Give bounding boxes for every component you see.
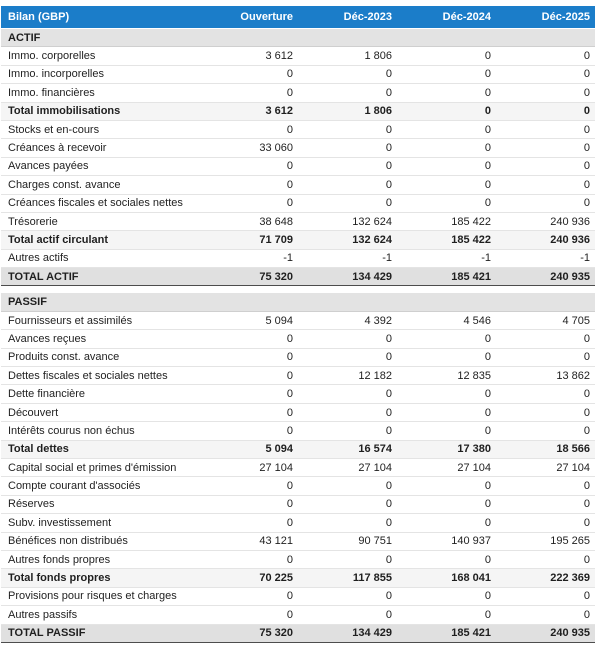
table-row — [1, 403, 595, 421]
cell-value: 0 — [199, 194, 298, 212]
cell-value: -1 — [496, 249, 595, 267]
cell-value: 0 — [298, 495, 397, 513]
cell-value: 0 — [496, 194, 595, 212]
row-label: Stocks et en-cours — [1, 120, 199, 138]
table-row — [1, 120, 595, 138]
cell-value — [397, 293, 496, 311]
cell-value: 240 935 — [496, 624, 595, 642]
cell-value: 0 — [199, 176, 298, 194]
cell-value: 27 104 — [397, 458, 496, 476]
cell-value: 0 — [397, 348, 496, 366]
cell-value: 0 — [298, 139, 397, 157]
table-body — [1, 29, 595, 643]
cell-value: 0 — [199, 348, 298, 366]
table-row — [1, 29, 595, 47]
table-row — [1, 569, 595, 587]
cell-value: 75 320 — [199, 624, 298, 642]
cell-value: 0 — [298, 422, 397, 440]
row-label: Créances fiscales et sociales nettes — [1, 194, 199, 212]
cell-value: 0 — [397, 550, 496, 568]
row-label: Intérêts courus non échus — [1, 422, 199, 440]
row-label: TOTAL ACTIF — [1, 268, 199, 286]
cell-value: 0 — [298, 157, 397, 175]
cell-value: 0 — [298, 550, 397, 568]
cell-value: 0 — [496, 84, 595, 102]
row-label: Découvert — [1, 403, 199, 421]
cell-value: 0 — [397, 194, 496, 212]
table-row — [1, 422, 595, 440]
cell-value: 0 — [199, 84, 298, 102]
table-row — [1, 550, 595, 568]
cell-value: 0 — [199, 403, 298, 421]
cell-value: 0 — [199, 385, 298, 403]
table-row — [1, 587, 595, 605]
cell-value: 12 835 — [397, 367, 496, 385]
row-label: Total dettes — [1, 440, 199, 458]
cell-value: 222 369 — [496, 569, 595, 587]
table-row — [1, 458, 595, 476]
row-label: Autres fonds propres — [1, 550, 199, 568]
cell-value: 0 — [496, 495, 595, 513]
row-label: Créances à recevoir — [1, 139, 199, 157]
cell-value: 0 — [199, 587, 298, 605]
row-label: Immo. financières — [1, 84, 199, 102]
cell-value: 0 — [298, 514, 397, 532]
cell-value: 0 — [496, 550, 595, 568]
cell-value: 0 — [496, 403, 595, 421]
table-header-row — [1, 6, 595, 29]
cell-value: 132 624 — [298, 231, 397, 249]
cell-value: 5 094 — [199, 440, 298, 458]
column-header-dec-2024: Déc-2024 — [397, 6, 496, 29]
cell-value: 0 — [496, 587, 595, 605]
cell-value: 16 574 — [298, 440, 397, 458]
table-row — [1, 385, 595, 403]
column-header-dec-2023: Déc-2023 — [298, 6, 397, 29]
cell-value: 0 — [298, 176, 397, 194]
row-label: Total actif circulant — [1, 231, 199, 249]
table-row — [1, 311, 595, 329]
table-row — [1, 293, 595, 311]
table-row — [1, 139, 595, 157]
cell-value: 0 — [496, 176, 595, 194]
spacer-cell — [1, 286, 595, 294]
table-row — [1, 514, 595, 532]
row-label: Autres passifs — [1, 606, 199, 624]
table-row — [1, 249, 595, 267]
cell-value: 195 265 — [496, 532, 595, 550]
table-row — [1, 495, 595, 513]
cell-value: 43 121 — [199, 532, 298, 550]
cell-value: 5 094 — [199, 311, 298, 329]
row-label: Réserves — [1, 495, 199, 513]
table-row — [1, 330, 595, 348]
column-header-dec-2025: Déc-2025 — [496, 6, 595, 29]
cell-value: 140 937 — [397, 532, 496, 550]
cell-value: 0 — [298, 477, 397, 495]
cell-value: 4 546 — [397, 311, 496, 329]
cell-value: 117 855 — [298, 569, 397, 587]
cell-value: 27 104 — [199, 458, 298, 476]
row-label: Produits const. avance — [1, 348, 199, 366]
cell-value: 0 — [397, 84, 496, 102]
cell-value: -1 — [199, 249, 298, 267]
cell-value: 90 751 — [298, 532, 397, 550]
cell-value: 0 — [397, 606, 496, 624]
cell-value: 0 — [199, 550, 298, 568]
cell-value: 0 — [298, 403, 397, 421]
row-label: Dette financière — [1, 385, 199, 403]
cell-value: 0 — [298, 330, 397, 348]
cell-value: 0 — [397, 514, 496, 532]
cell-value: 75 320 — [199, 268, 298, 286]
row-label: Provisions pour risques et charges — [1, 587, 199, 605]
cell-value: 0 — [397, 587, 496, 605]
cell-value: 71 709 — [199, 231, 298, 249]
cell-value: 0 — [298, 65, 397, 83]
row-label: Capital social et primes d'émission — [1, 458, 199, 476]
cell-value: 0 — [298, 348, 397, 366]
cell-value: 38 648 — [199, 212, 298, 230]
cell-value: 0 — [496, 330, 595, 348]
cell-value: 168 041 — [397, 569, 496, 587]
cell-value: 0 — [496, 120, 595, 138]
cell-value: 0 — [496, 102, 595, 120]
cell-value: 0 — [397, 120, 496, 138]
table-row — [1, 212, 595, 230]
table-row — [1, 157, 595, 175]
row-label: Total fonds propres — [1, 569, 199, 587]
cell-value: 1 806 — [298, 102, 397, 120]
table-row — [1, 268, 595, 286]
cell-value: -1 — [397, 249, 496, 267]
cell-value: 0 — [199, 65, 298, 83]
row-label: Immo. corporelles — [1, 47, 199, 65]
table-row — [1, 624, 595, 642]
cell-value: 0 — [199, 495, 298, 513]
row-label: Immo. incorporelles — [1, 65, 199, 83]
cell-value: 0 — [199, 367, 298, 385]
table-row — [1, 440, 595, 458]
cell-value: 27 104 — [298, 458, 397, 476]
cell-value: 33 060 — [199, 139, 298, 157]
cell-value: 185 422 — [397, 231, 496, 249]
cell-value: 0 — [397, 176, 496, 194]
cell-value: 0 — [298, 606, 397, 624]
row-label: Avances payées — [1, 157, 199, 175]
cell-value: 0 — [199, 120, 298, 138]
cell-value: 240 936 — [496, 231, 595, 249]
cell-value: 240 936 — [496, 212, 595, 230]
cell-value: 0 — [397, 385, 496, 403]
cell-value: 0 — [397, 403, 496, 421]
cell-value: 4 705 — [496, 311, 595, 329]
row-label: Charges const. avance — [1, 176, 199, 194]
cell-value: 0 — [199, 157, 298, 175]
row-label: Fournisseurs et assimilés — [1, 311, 199, 329]
cell-value: 0 — [199, 422, 298, 440]
cell-value — [397, 29, 496, 47]
row-label: Autres actifs — [1, 249, 199, 267]
cell-value: 0 — [298, 587, 397, 605]
table-row — [1, 367, 595, 385]
cell-value: 3 612 — [199, 102, 298, 120]
table-row — [1, 65, 595, 83]
cell-value: 0 — [199, 330, 298, 348]
cell-value: 0 — [496, 65, 595, 83]
table-row — [1, 231, 595, 249]
table-row — [1, 606, 595, 624]
table-row — [1, 47, 595, 65]
cell-value: 0 — [397, 157, 496, 175]
cell-value: 0 — [397, 330, 496, 348]
cell-value: 0 — [397, 47, 496, 65]
table-row — [1, 477, 595, 495]
cell-value: 0 — [496, 348, 595, 366]
cell-value: 18 566 — [496, 440, 595, 458]
row-label: Compte courant d'associés — [1, 477, 199, 495]
cell-value: 0 — [496, 385, 595, 403]
cell-value: 134 429 — [298, 268, 397, 286]
cell-value: 13 862 — [496, 367, 595, 385]
cell-value: 0 — [397, 477, 496, 495]
row-label: Trésorerie — [1, 212, 199, 230]
cell-value: 27 104 — [496, 458, 595, 476]
cell-value: 0 — [298, 194, 397, 212]
cell-value: 0 — [496, 606, 595, 624]
cell-value: 70 225 — [199, 569, 298, 587]
cell-value: 4 392 — [298, 311, 397, 329]
table-row — [1, 102, 595, 120]
cell-value: 0 — [496, 514, 595, 532]
row-label: PASSIF — [1, 293, 199, 311]
cell-value: 0 — [397, 139, 496, 157]
row-label: Bénéfices non distribués — [1, 532, 199, 550]
cell-value: 12 182 — [298, 367, 397, 385]
cell-value: 132 624 — [298, 212, 397, 230]
table-row — [1, 176, 595, 194]
table-row — [1, 532, 595, 550]
cell-value: 0 — [496, 47, 595, 65]
cell-value: -1 — [298, 249, 397, 267]
cell-value: 17 380 — [397, 440, 496, 458]
cell-value: 0 — [199, 477, 298, 495]
cell-value: 0 — [496, 157, 595, 175]
cell-value: 3 612 — [199, 47, 298, 65]
row-label: TOTAL PASSIF — [1, 624, 199, 642]
spacer-row — [1, 286, 595, 294]
cell-value: 0 — [397, 422, 496, 440]
cell-value — [298, 29, 397, 47]
cell-value: 0 — [199, 606, 298, 624]
cell-value — [496, 29, 595, 47]
column-header-ouverture: Ouverture — [199, 6, 298, 29]
cell-value: 185 422 — [397, 212, 496, 230]
cell-value: 0 — [496, 139, 595, 157]
row-label: ACTIF — [1, 29, 199, 47]
row-label: Total immobilisations — [1, 102, 199, 120]
cell-value: 0 — [397, 65, 496, 83]
cell-value: 185 421 — [397, 268, 496, 286]
cell-value: 0 — [397, 495, 496, 513]
cell-value: 0 — [496, 477, 595, 495]
row-label: Avances reçues — [1, 330, 199, 348]
cell-value: 240 935 — [496, 268, 595, 286]
cell-value — [199, 29, 298, 47]
cell-value: 0 — [298, 84, 397, 102]
cell-value: 0 — [397, 102, 496, 120]
cell-value — [298, 293, 397, 311]
cell-value — [496, 293, 595, 311]
cell-value: 0 — [298, 385, 397, 403]
cell-value: 0 — [298, 120, 397, 138]
row-label: Subv. investissement — [1, 514, 199, 532]
cell-value: 185 421 — [397, 624, 496, 642]
cell-value: 1 806 — [298, 47, 397, 65]
balance-table — [1, 6, 595, 643]
cell-value: 0 — [496, 422, 595, 440]
cell-value: 0 — [199, 514, 298, 532]
cell-value: 134 429 — [298, 624, 397, 642]
table-row — [1, 194, 595, 212]
table-row — [1, 348, 595, 366]
table-row — [1, 84, 595, 102]
row-label: Dettes fiscales et sociales nettes — [1, 367, 199, 385]
table-title: Bilan (GBP) — [1, 6, 199, 29]
cell-value — [199, 293, 298, 311]
